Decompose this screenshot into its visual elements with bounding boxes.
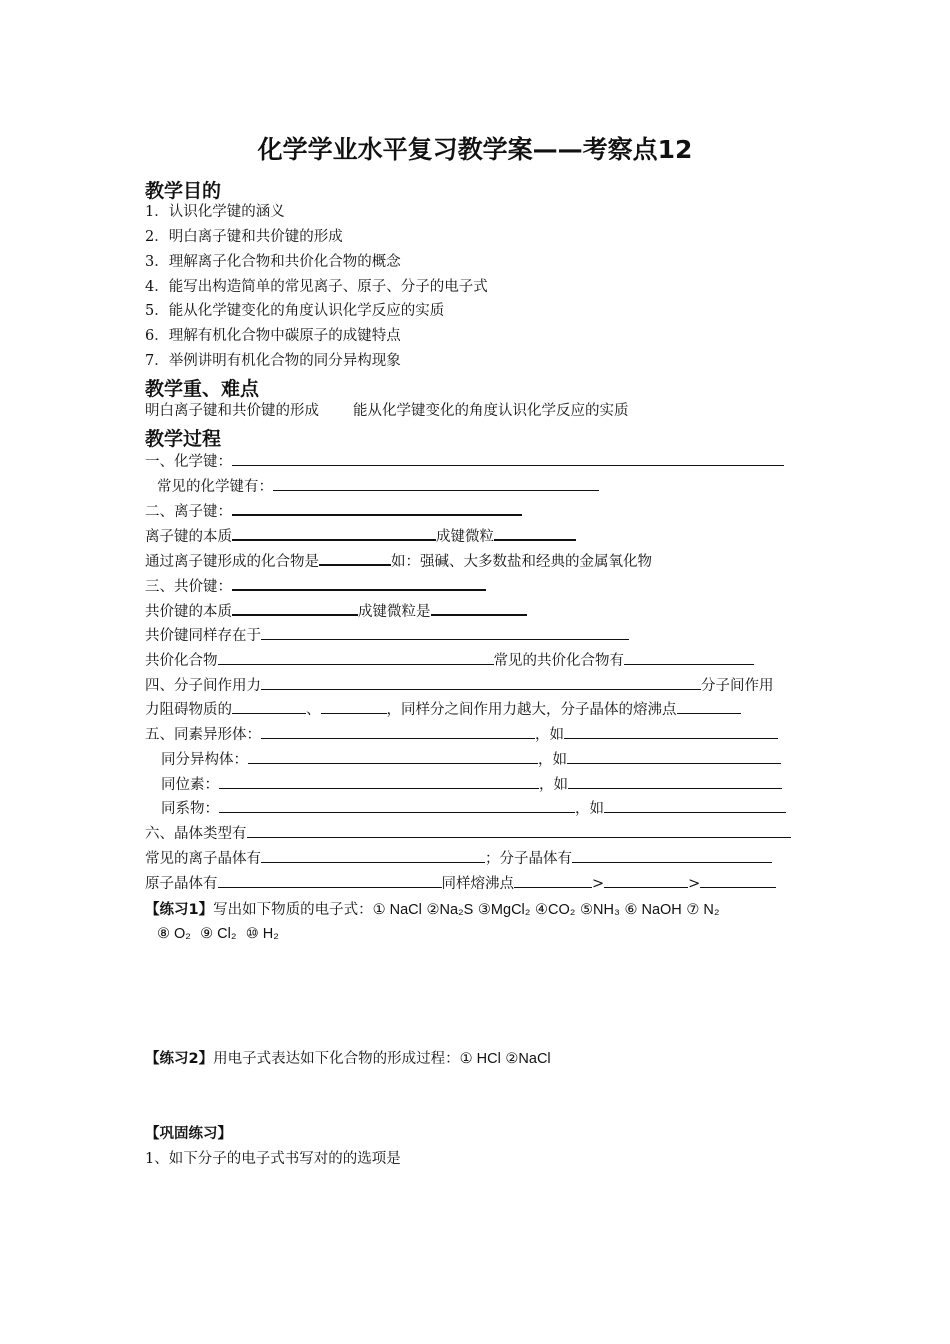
process-line-17 xyxy=(145,848,772,869)
blank[interactable] xyxy=(567,749,781,764)
compound-3: ③MgCl₂ xyxy=(477,902,531,918)
process-line-15 xyxy=(161,798,786,819)
process-line-11 xyxy=(145,699,741,720)
label: 同样熔沸点 xyxy=(441,876,514,892)
exercise-2-tag: 【练习2】 xyxy=(145,1051,214,1067)
gt-sign: > xyxy=(592,876,605,892)
compound-hcl: ① HCl xyxy=(459,1051,501,1067)
process-heading: 教学过程 xyxy=(145,428,222,450)
compound-4: ④CO₂ xyxy=(535,902,576,918)
label: ；分子晶体有 xyxy=(485,851,572,867)
blank[interactable] xyxy=(677,699,741,714)
label: 如：强碱、大多数盐和经典的金属氧化物 xyxy=(391,554,652,570)
objective-item: 1．认识化学键的涵义 xyxy=(145,204,285,220)
compound-1: ① NaCl xyxy=(372,902,422,918)
label: 同分异构体： xyxy=(161,752,248,768)
blank[interactable] xyxy=(218,650,494,665)
blank[interactable] xyxy=(232,699,306,714)
blank[interactable] xyxy=(604,873,688,888)
objective-item: 3．理解离子化合物和共价化合物的概念 xyxy=(145,254,401,270)
process-line-4 xyxy=(145,525,576,547)
label: 共价键同样存在于 xyxy=(145,628,261,644)
blank[interactable] xyxy=(568,774,782,789)
objective-item: 2．明白离子键和共价键的形成 xyxy=(145,229,343,245)
compound-7: ⑦ N₂ xyxy=(686,902,720,918)
question-1: 1、如下分子的电子式书写对的的选项是 xyxy=(145,1151,401,1167)
blank[interactable] xyxy=(232,525,436,541)
compound-9: ⑨ Cl₂ xyxy=(200,926,237,942)
blank[interactable] xyxy=(218,873,442,888)
process-line-14 xyxy=(161,774,782,795)
objective-item: 4．能写出构造简单的常见离子、原子、分子的电子式 xyxy=(145,279,488,295)
exercise-1-cont xyxy=(157,924,279,944)
blank[interactable] xyxy=(319,550,391,566)
process-line-2 xyxy=(157,476,599,497)
label: 共价键的本质 xyxy=(145,604,232,620)
exercise-2-text: 用电子式表达如下化合物的形成过程： xyxy=(213,1051,460,1067)
blank[interactable] xyxy=(564,724,778,739)
label: 常见的化学键有： xyxy=(157,479,273,495)
process-line-3 xyxy=(145,500,522,522)
blank[interactable] xyxy=(247,823,791,838)
blank[interactable] xyxy=(514,873,592,888)
exercise-2 xyxy=(145,1049,551,1069)
label: ，如 xyxy=(538,752,567,768)
blank[interactable] xyxy=(219,798,575,813)
objective-item: 5．能从化学键变化的角度认识化学反应的实质 xyxy=(145,303,445,319)
process-line-16 xyxy=(145,823,791,844)
page-title: 化学学业水平复习教学案——考察点12 xyxy=(257,135,693,164)
label: 常见的共价化合物有 xyxy=(493,653,624,669)
label: 原子晶体有 xyxy=(145,876,218,892)
label: 分子间作用 xyxy=(701,678,774,694)
consolidate-tag: 【巩固练习】 xyxy=(145,1126,232,1142)
label: 六、晶体类型有 xyxy=(145,826,247,842)
compound-6: ⑥ NaOH xyxy=(624,902,682,918)
label: 力阻碍物质的 xyxy=(145,702,232,718)
label: ，如 xyxy=(575,801,604,817)
label: 四、分子间作用力 xyxy=(145,678,261,694)
blank[interactable] xyxy=(604,798,786,813)
compound-8: ⑧ O₂ xyxy=(157,926,191,942)
objective-item: 7．举例讲明有机化合物的同分异构现象 xyxy=(145,353,401,369)
blank[interactable] xyxy=(700,873,776,888)
label: 通过离子键形成的化合物是 xyxy=(145,554,319,570)
label: ，如 xyxy=(535,727,564,743)
blank[interactable] xyxy=(232,575,486,591)
blank[interactable] xyxy=(321,699,387,714)
blank[interactable] xyxy=(232,500,522,516)
keypoint-b: 能从化学键变化的角度认识化学反应的实质 xyxy=(353,403,629,419)
label: 一、化学键： xyxy=(145,454,232,470)
blank[interactable] xyxy=(624,650,754,665)
process-line-5 xyxy=(145,550,652,572)
blank[interactable] xyxy=(248,749,538,764)
keypoints-line xyxy=(145,401,629,421)
label: 成键微粒是 xyxy=(358,604,431,620)
exercise-1 xyxy=(145,900,720,920)
blank[interactable] xyxy=(261,675,701,690)
compound-nacl: ②NaCl xyxy=(505,1051,551,1067)
label: 同系物： xyxy=(161,801,219,817)
process-line-1 xyxy=(145,451,784,472)
blank[interactable] xyxy=(219,774,539,789)
label: 五、同素异形体： xyxy=(145,727,261,743)
objective-item: 6．理解有机化合物中碳原子的成键特点 xyxy=(145,328,401,344)
label: 同位素： xyxy=(161,777,219,793)
blank[interactable] xyxy=(232,451,784,466)
blank[interactable] xyxy=(261,625,629,640)
process-line-18 xyxy=(145,873,776,894)
label: 常见的离子晶体有 xyxy=(145,851,261,867)
blank[interactable] xyxy=(273,476,599,491)
blank[interactable] xyxy=(261,848,485,863)
blank[interactable] xyxy=(494,525,576,541)
label: 三、共价键： xyxy=(145,579,232,595)
compound-2: ②Na₂S xyxy=(426,902,474,918)
compound-5: ⑤NH₃ xyxy=(580,902,620,918)
exercise-1-tag: 【练习1】 xyxy=(145,902,214,918)
gt-sign: > xyxy=(688,876,701,892)
process-line-9 xyxy=(145,650,754,671)
process-line-6 xyxy=(145,575,486,597)
label: 共价化合物 xyxy=(145,653,218,669)
process-line-12 xyxy=(145,724,778,745)
blank[interactable] xyxy=(261,724,535,739)
process-line-10 xyxy=(145,675,774,696)
label: 成键微粒 xyxy=(436,529,494,545)
label: 离子键的本质 xyxy=(145,529,232,545)
process-line-13 xyxy=(161,749,781,770)
blank[interactable] xyxy=(232,600,358,616)
blank[interactable] xyxy=(572,848,772,863)
label: ，如 xyxy=(539,777,568,793)
compound-10: ⑩ H₂ xyxy=(245,926,279,942)
label: ，同样分之间作用力越大，分子晶体的熔沸点 xyxy=(386,702,677,718)
label: 、 xyxy=(306,702,321,718)
keypoints-heading: 教学重、难点 xyxy=(145,378,260,400)
process-line-8 xyxy=(145,625,629,646)
label: 二、离子键： xyxy=(145,504,232,520)
blank[interactable] xyxy=(431,600,527,616)
exercise-1-text: 写出如下物质的电子式： xyxy=(213,902,373,918)
objectives-heading: 教学目的 xyxy=(145,180,222,202)
process-line-7 xyxy=(145,600,527,622)
keypoint-a: 明白离子键和共价键的形成 xyxy=(145,403,319,419)
